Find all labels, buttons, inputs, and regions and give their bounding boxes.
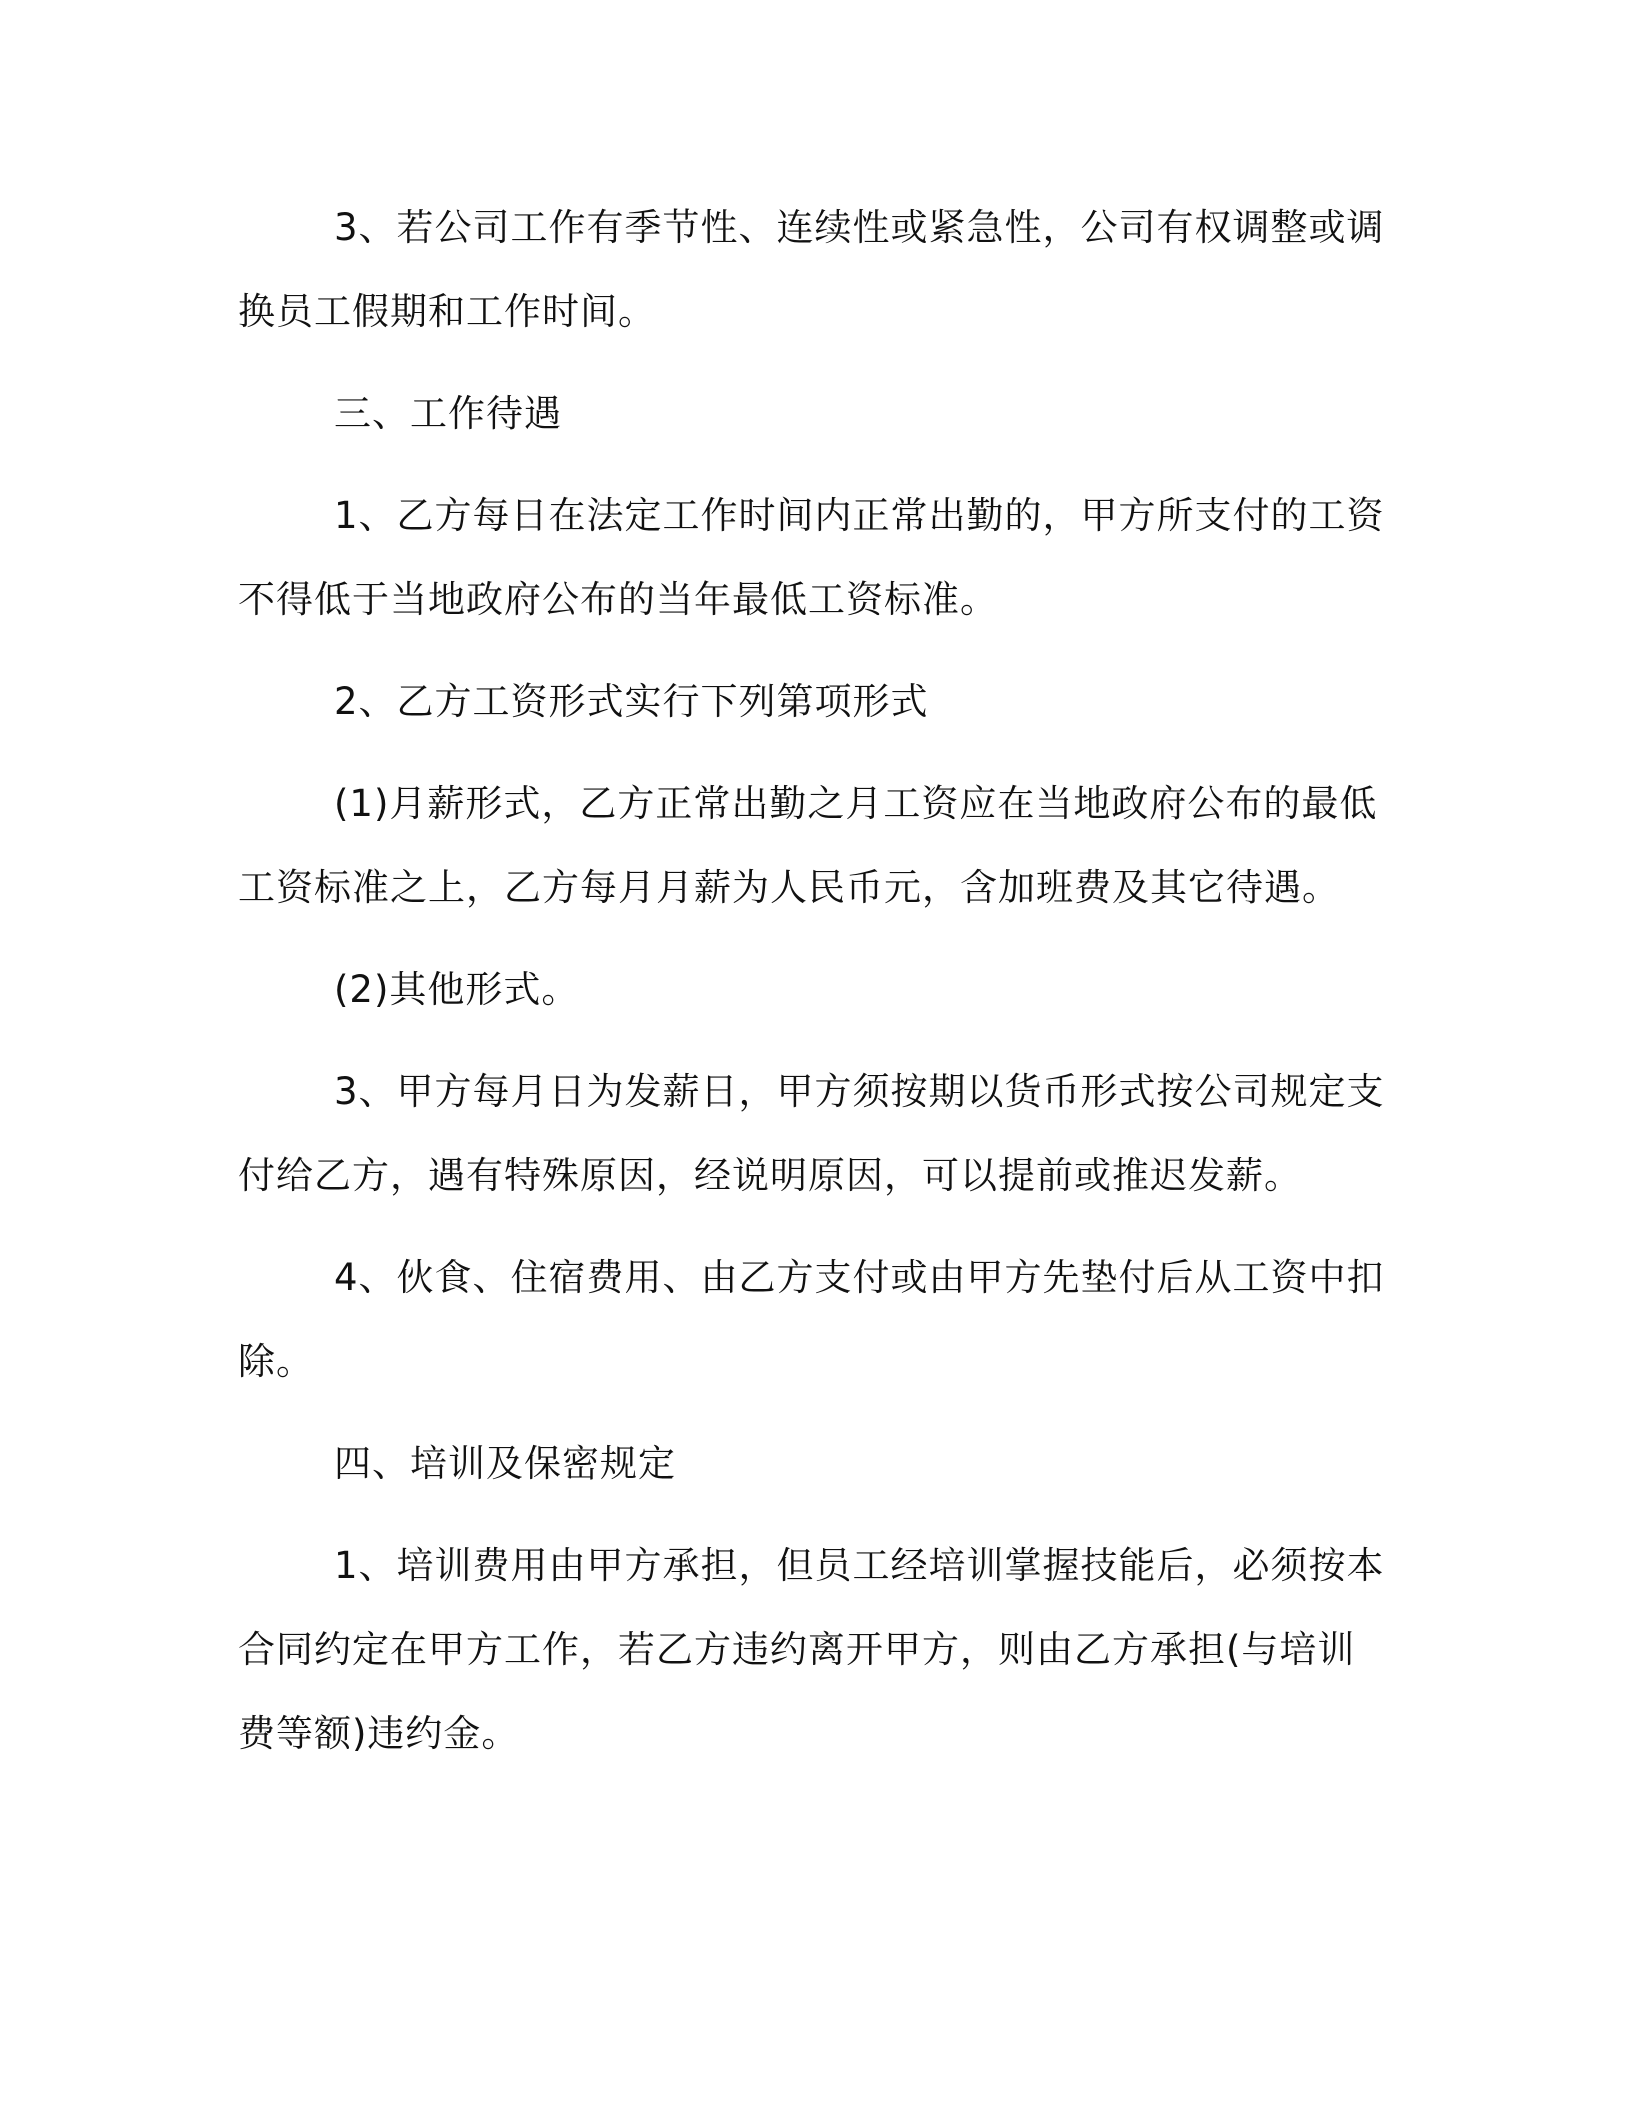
section-heading-training-confidentiality: 四、培训及保密规定 xyxy=(334,1442,676,1485)
paragraph-item-1-monthly-salary: (1)月薪形式，乙方正常出勤之月工资应在当地政府公布的最低工资标准之上，乙方每月月薪为人民币元，含加班费及其它待遇。 xyxy=(238,782,1378,909)
paragraph-clause-3-payday: 3、甲方每月日为发薪日，甲方须按期以货币形式按公司规定支付给乙方，遇有特殊原因，经说明原因，可以提前或推迟发薪。 xyxy=(238,1070,1385,1197)
paragraph-clause-1-training-costs: 1、培训费用由甲方承担，但员工经培训掌握技能后，必须按本合同约定在甲方工作，若乙方违约离开甲方，则由乙方承担(与培训费等额)违约金。 xyxy=(238,1544,1385,1755)
paragraph-clause-4-meals-housing: 4、伙食、住宿费用、由乙方支付或由甲方先垫付后从工资中扣除。 xyxy=(238,1256,1385,1383)
section-heading-work-benefits: 三、工作待遇 xyxy=(334,392,562,435)
paragraph-clause-3-flexible-hours: 3、若公司工作有季节性、连续性或紧急性，公司有权调整或调换员工假期和工作时间。 xyxy=(238,206,1385,333)
paragraph-clause-1-minimum-wage: 1、乙方每日在法定工作时间内正常出勤的，甲方所支付的工资不得低于当地政府公布的当年最低工资标准。 xyxy=(238,494,1385,621)
document-body xyxy=(238,186,1390,1776)
paragraph-clause-2-wage-form: 2、乙方工资形式实行下列第项形式 xyxy=(334,680,929,723)
paragraph-item-2-other-forms: (2)其他形式。 xyxy=(334,968,580,1011)
